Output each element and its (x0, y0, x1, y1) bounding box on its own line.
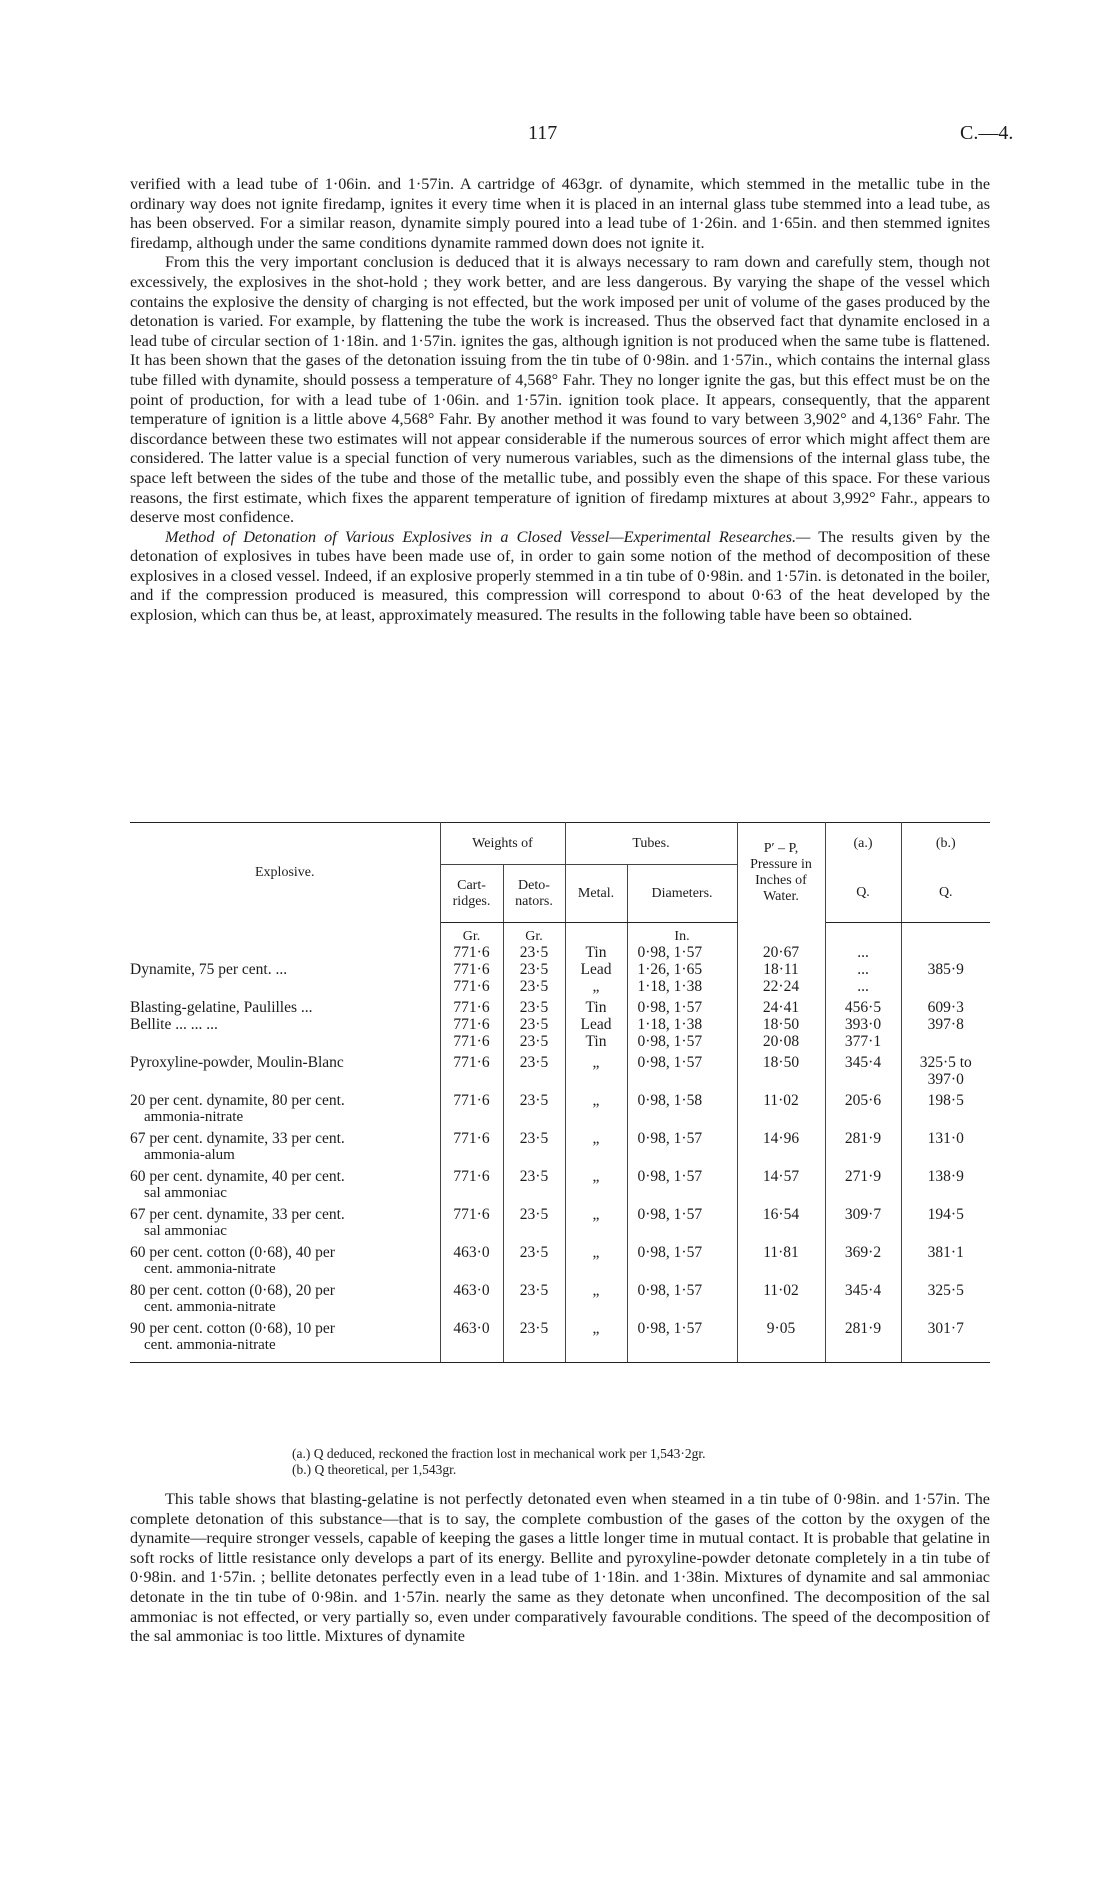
unit-detonators: Gr. (503, 923, 565, 945)
cell-explosive (130, 944, 440, 961)
cell-pressure: 22·24 (737, 978, 825, 995)
cell-qa: 271·9 (825, 1164, 901, 1202)
paragraph: From this the very important conclusion is deduced that it is always necessary to ram down and carefully stem, though not excessively, the explosives in the shot-hold ; they work better, and are less dangerous. By varying the shape of the vessel which contains the explosive the density of charging is not effected, but the work imposed per unit of volume of the gases produced by the detonation is varied. For example, by flattening the tube the work is increased. Thus the observed fact that dynamite enclosed in a lead tube of circular section of 1·18in. and 1·57in. ignites the gas, although ignition is not produced when the same tube is flattened. It has been shown that the gases of the detonation issuing from the tin tube of 0·98in. and 1·57in., which contains the internal glass tube filled with dynamite, should possess a temperature of 4,568° Fahr. They no longer ignite the gas, but this effect must be on the point of production, for with a lead tube of 1·06in. and 1·57in. ignition took place. It appears, consequently, that the apparent temperature of ignition is a little above 4,568° Fahr. By another method it was found to vary between 3,902° and 4,136° Fahr. The discordance between these two estimates will not appear considerable if the numerous sources of error which might affect them are considered. The latter value is a special function of very numerous variables, such as the dimensions of the internal glass tube, the space left between the sides of the tube and those of the metallic tube, and possibly even the shape of this space. For these various reasons, the first estimate, which fixes the apparent temperature of ignition of firedamp mixtures at about 3,992° Fahr., appears to deserve most confidence. (130, 253, 990, 527)
cell-metal: „ (565, 1278, 627, 1316)
table-row (130, 1126, 990, 1164)
cell-qb: 131·0 (927, 1130, 964, 1147)
cell-qb (901, 1033, 990, 1050)
cell-qb: 198·5 (927, 1092, 964, 1109)
cell-diameters: 0·98, 1·57 (627, 1240, 737, 1278)
results-table-wrap (130, 822, 990, 1363)
cell-metal: Lead (565, 1016, 627, 1033)
table-row (130, 961, 990, 978)
page-number: 117 (528, 122, 558, 144)
cell-pressure: 18·50 (737, 1050, 825, 1088)
col-pressure: P′ – P, Pressure in Inches of Water. (737, 823, 825, 923)
unit-diameters: In. (627, 923, 737, 945)
cell-explosive-cont: cent. ammonia-nitrate (144, 1261, 276, 1277)
cell-explosive: 20 per cent. dynamite, 80 per cent. (130, 1092, 345, 1109)
cell-qa: 281·9 (825, 1126, 901, 1164)
cell-metal: „ (565, 1164, 627, 1202)
cell-detonators: 23·5 (503, 978, 565, 995)
col-tubes: Tubes. (565, 823, 737, 865)
cell-qb (901, 944, 990, 961)
paragraph: verified with a lead tube of 1·06in. and 1·57in. A cartridge of 463gr. of dynamite, which stemmed in the metallic tube in the ordinary way does not ignite firedamp, ignites it every time when it is placed in an internal glass tube stemmed into a lead tube, as has been observed. For a similar reason, dynamite simply poured into a lead tube of 1·26in. and 1·65in. and then stemmed ignites firedamp, although under the same conditions dynamite rammed down does not ignite it. (130, 175, 990, 252)
cell-qb: 381·1 (927, 1244, 964, 1261)
cell-metal: Tin (565, 995, 627, 1016)
cell-qb: 325·5 (927, 1282, 964, 1299)
paragraph: This table shows that blasting-gelatine is not perfectly detonated even when steamed in a tin tube of 0·98in. and 1·57in. The complete detonation of this substance—that is to say, the complete combustion of the gases of the cotton by the oxygen of the dynamite—require stronger vessels, capable of keeping the gases a little longer time in mutual contact. It is probable that gelatine in soft rocks of little resistance only develops a part of its energy. Bellite and pyroxyline-powder detonate completely in a tin tube of 0·98in. and 1·57in. ; bellite detonates perfectly even in a lead tube of 1·18in. and 1·38in. Mixtures of dynamite and sal ammoniac detonate in the tin tube of 0·98in. and 1·57in. nearly the same as they detonate when unconfined. The decomposition of the sal ammoniac is not effected, or very partially so, even under comparatively favourable conditions. The speed of the decomposition of the sal ammoniac is too little. Mixtures of dynamite (130, 1490, 990, 1646)
cell-diameters: 1·26, 1·65 (627, 961, 737, 978)
cell-metal: „ (565, 1316, 627, 1363)
body-text-top (130, 175, 990, 626)
cell-diameters: 0·98, 1·57 (627, 1050, 737, 1088)
cell-explosive-cont: sal ammoniac (144, 1185, 227, 1201)
cell-qb: 194·5 (927, 1206, 964, 1223)
cell-cartridges: 771·6 (440, 1088, 503, 1126)
table-row (130, 1016, 990, 1033)
cell-explosive: Pyroxyline-powder, Moulin-Blanc (130, 1050, 440, 1088)
table-row (130, 1316, 990, 1363)
cell-explosive: 90 per cent. cotton (0·68), 10 per (130, 1320, 335, 1337)
col-diameters: Diameters. (627, 865, 737, 923)
cell-pressure: 20·67 (737, 944, 825, 961)
col-weights-of: Weights of (440, 823, 565, 865)
cell-metal: „ (565, 1126, 627, 1164)
cell-qb: 397·8 (927, 1016, 964, 1033)
cell-explosive-cont: sal ammoniac (144, 1223, 227, 1239)
cell-cartridges: 463·0 (440, 1278, 503, 1316)
cell-pressure: 20·08 (737, 1033, 825, 1050)
cell-cartridges: 771·6 (440, 1050, 503, 1088)
cell-explosive: Blasting-gelatine, Paulilles ... (130, 995, 440, 1016)
method-heading: Method of Detonation of Various Explosives in a Closed Vessel—Experimental Researches.— (165, 527, 811, 546)
cell-cartridges: 463·0 (440, 1316, 503, 1363)
table-row (130, 1164, 990, 1202)
cell-pressure: 18·11 (737, 961, 825, 978)
cell-pressure: 11·81 (737, 1240, 825, 1278)
cell-explosive: 60 per cent. dynamite, 40 per cent. (130, 1168, 345, 1185)
cell-metal: „ (565, 1240, 627, 1278)
note-b: (b.) Q theoretical, per 1,543gr. (292, 1462, 457, 1477)
cell-explosive: 80 per cent. cotton (0·68), 20 per (130, 1282, 335, 1299)
cell-explosive-group (130, 1316, 440, 1363)
cell-explosive: Bellite ... ... ... (130, 1016, 440, 1033)
cell-diameters: 0·98, 1·57 (627, 1126, 737, 1164)
cell-cartridges: 771·6 (440, 1016, 503, 1033)
cell-explosive-group (130, 1202, 440, 1240)
cell-metal: „ (565, 1050, 627, 1088)
cell-explosive-cont: ammonia-nitrate (144, 1109, 244, 1125)
cell-pressure: 11·02 (737, 1088, 825, 1126)
col-metal: Metal. (565, 865, 627, 923)
cell-qa: 369·2 (825, 1240, 901, 1278)
cell-metal: Tin (565, 1033, 627, 1050)
cell-metal: „ (565, 978, 627, 995)
cell-detonators: 23·5 (503, 961, 565, 978)
cell-qb: 385·9 (927, 961, 964, 978)
cell-explosive-group (130, 1088, 440, 1126)
cell-cartridges: 463·0 (440, 1240, 503, 1278)
cell-cartridges: 771·6 (440, 1126, 503, 1164)
cell-explosive: Dynamite, 75 per cent. ... (130, 961, 440, 978)
table-row (130, 1033, 990, 1050)
cell-detonators: 23·5 (503, 1033, 565, 1050)
table-row (130, 995, 990, 1016)
document-code: C.—4. (960, 122, 1014, 144)
cell-diameters: 0·98, 1·57 (627, 1278, 737, 1316)
col-explosive: Explosive. (130, 823, 440, 923)
cell-qa: ... (825, 978, 901, 995)
cell-explosive-group (130, 1164, 440, 1202)
cell-detonators: 23·5 (503, 1278, 565, 1316)
cell-diameters: 0·98, 1·57 (627, 1033, 737, 1050)
unit-cartridges: Gr. (440, 923, 503, 945)
cell-pressure: 14·96 (737, 1126, 825, 1164)
cell-cartridges: 771·6 (440, 961, 503, 978)
table-notes (292, 1446, 705, 1478)
cell-detonators: 23·5 (503, 1016, 565, 1033)
cell-pressure: 11·02 (737, 1278, 825, 1316)
units-row (130, 923, 990, 945)
cell-metal: „ (565, 1088, 627, 1126)
results-table (130, 822, 990, 1363)
cell-detonators: 23·5 (503, 1164, 565, 1202)
cell-diameters: 1·18, 1·38 (627, 978, 737, 995)
cell-explosive: 67 per cent. dynamite, 33 per cent. (130, 1130, 345, 1147)
cell-metal: Lead (565, 961, 627, 978)
cell-detonators: 23·5 (503, 1126, 565, 1164)
cell-explosive: 60 per cent. cotton (0·68), 40 per (130, 1244, 335, 1261)
cell-qa: 281·9 (825, 1316, 901, 1363)
cell-cartridges: 771·6 (440, 978, 503, 995)
table-row (130, 944, 990, 961)
col-detonators: Deto-nators. (503, 865, 565, 923)
cell-qb: 609·3 (927, 999, 964, 1016)
cell-cartridges: 771·6 (440, 995, 503, 1016)
cell-cartridges: 771·6 (440, 1033, 503, 1050)
cell-explosive-cont: ammonia-alum (144, 1147, 235, 1163)
cell-explosive: 67 per cent. dynamite, 33 per cent. (130, 1206, 345, 1223)
cell-pressure: 14·57 (737, 1164, 825, 1202)
cell-qa: ... (825, 961, 901, 978)
table-row (130, 1088, 990, 1126)
cell-explosive-cont: cent. ammonia-nitrate (144, 1337, 276, 1353)
table-row (130, 978, 990, 995)
cell-diameters: 0·98, 1·57 (627, 944, 737, 961)
col-a-q: Q. (825, 865, 901, 923)
cell-qb: 325·5 to 397·0 (919, 1054, 972, 1088)
page-header (0, 122, 1114, 152)
cell-explosive-group (130, 1126, 440, 1164)
method-text: The results given by the detonation of explosives in tubes have been made use of, in order to gain some notion of the method of decomposition of these explosives in a closed vessel. Indeed, if an explosive properly stemmed in a tin tube of 0·98in. and 1·57in. is detonated in the boiler, and if the compression produced is measured, this compression will correspond to about 0·63 of the heat developed by the explosion, which can thus be, at least, approximately measured. The results in the following table have been so obtained. (130, 527, 990, 625)
cell-diameters: 0·98, 1·58 (627, 1088, 737, 1126)
cell-qb: 138·9 (927, 1168, 964, 1185)
cell-explosive (130, 978, 440, 995)
cell-diameters: 0·98, 1·57 (627, 1202, 737, 1240)
cell-qa: 456·5 (825, 995, 901, 1016)
note-a: (a.) Q deduced, reckoned the fraction lost in mechanical work per 1,543·2gr. (292, 1446, 706, 1461)
cell-pressure: 9·05 (737, 1316, 825, 1363)
cell-metal: Tin (565, 944, 627, 961)
cell-qa: 205·6 (825, 1088, 901, 1126)
cell-detonators: 23·5 (503, 1050, 565, 1088)
cell-explosive-group (130, 1278, 440, 1316)
cell-qa: 345·4 (825, 1278, 901, 1316)
col-b-q: Q. (901, 865, 990, 923)
table-row (130, 1202, 990, 1240)
cell-explosive-group (130, 1240, 440, 1278)
cell-metal: „ (565, 1202, 627, 1240)
cell-qb (901, 978, 990, 995)
cell-detonators: 23·5 (503, 995, 565, 1016)
cell-pressure: 18·50 (737, 1016, 825, 1033)
method-paragraph (130, 528, 990, 626)
cell-detonators: 23·5 (503, 1316, 565, 1363)
cell-diameters: 1·18, 1·38 (627, 1016, 737, 1033)
cell-diameters: 0·98, 1·57 (627, 1316, 737, 1363)
cell-pressure: 16·54 (737, 1202, 825, 1240)
cell-diameters: 0·98, 1·57 (627, 1164, 737, 1202)
cell-qa: ... (825, 944, 901, 961)
cell-diameters: 0·98, 1·57 (627, 995, 737, 1016)
cell-qa: 309·7 (825, 1202, 901, 1240)
cell-qa: 393·0 (825, 1016, 901, 1033)
cell-cartridges: 771·6 (440, 1164, 503, 1202)
col-a-label: (a.) (825, 823, 901, 865)
table-row (130, 1278, 990, 1316)
cell-cartridges: 771·6 (440, 1202, 503, 1240)
cell-detonators: 23·5 (503, 944, 565, 961)
cell-pressure: 24·41 (737, 995, 825, 1016)
cell-qa: 377·1 (825, 1033, 901, 1050)
cell-detonators: 23·5 (503, 1240, 565, 1278)
cell-detonators: 23·5 (503, 1202, 565, 1240)
cell-cartridges: 771·6 (440, 944, 503, 961)
table-row (130, 1240, 990, 1278)
table-row (130, 1050, 990, 1088)
col-cartridges: Cart-ridges. (440, 865, 503, 923)
cell-qb: 301·7 (901, 1316, 990, 1363)
col-b-label: (b.) (901, 823, 990, 865)
body-text-bottom (130, 1490, 990, 1647)
cell-explosive-cont: cent. ammonia-nitrate (144, 1299, 276, 1315)
cell-explosive (130, 1033, 440, 1050)
cell-qa: 345·4 (825, 1050, 901, 1088)
cell-detonators: 23·5 (503, 1088, 565, 1126)
